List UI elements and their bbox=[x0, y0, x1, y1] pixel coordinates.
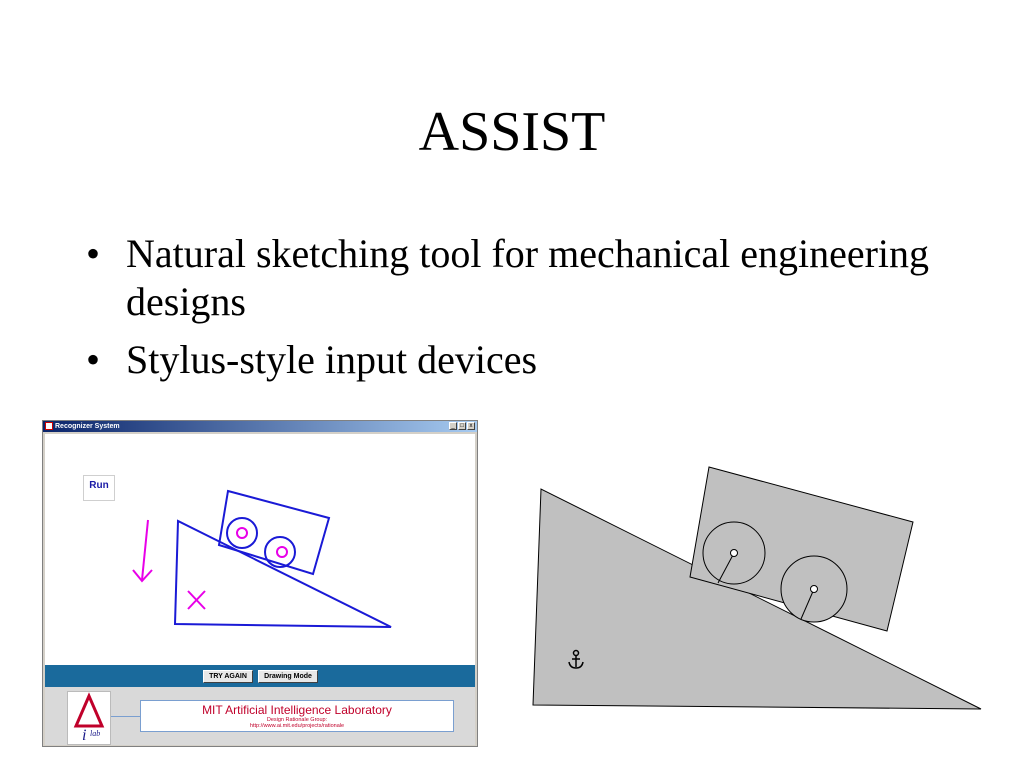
drawing-mode-button[interactable]: Drawing Mode bbox=[258, 670, 318, 683]
ai-lab-logo-graphic bbox=[68, 692, 110, 744]
sketch-wheel bbox=[227, 518, 257, 548]
run-button[interactable]: Run bbox=[83, 475, 115, 501]
app-icon bbox=[45, 422, 53, 430]
sketch-car-body bbox=[219, 491, 329, 574]
down-arrow-icon bbox=[133, 520, 152, 581]
bullet-list bbox=[80, 230, 960, 394]
slide-title: ASSIST bbox=[418, 101, 606, 163]
minimize-button[interactable]: _ bbox=[449, 422, 457, 430]
close-button[interactable]: x bbox=[467, 422, 475, 430]
lab-name: MIT Artificial Intelligence Laboratory bbox=[202, 703, 392, 717]
bullet-item: • Natural sketching tool for mechanical engineering designs bbox=[80, 230, 960, 326]
connector-line bbox=[111, 716, 140, 717]
window-title: Recognizer System bbox=[55, 423, 120, 430]
axle bbox=[731, 550, 738, 557]
try-again-button[interactable]: TRY AGAIN bbox=[203, 670, 253, 683]
axle bbox=[811, 586, 818, 593]
sketch-axle bbox=[237, 528, 247, 538]
bullet-item: • Stylus-style input devices bbox=[80, 336, 960, 384]
svg-text:i: i bbox=[82, 727, 87, 744]
sketch-drawing bbox=[45, 434, 475, 666]
simulation-illustration bbox=[520, 455, 1020, 755]
sketch-wheel bbox=[265, 537, 295, 567]
logo-text: lab bbox=[90, 729, 101, 738]
ai-lab-logo bbox=[67, 691, 111, 745]
lab-url[interactable]: http://www.ai.mit.edu/projects/rationale bbox=[249, 723, 345, 729]
recognizer-window bbox=[42, 420, 478, 747]
sketch-canvas[interactable] bbox=[45, 434, 475, 684]
lab-group: Design Rationale Group: bbox=[266, 717, 328, 723]
window-controls bbox=[449, 422, 475, 430]
window-titlebar[interactable] bbox=[43, 421, 477, 432]
x-mark-icon bbox=[188, 591, 205, 609]
maximize-button[interactable]: □ bbox=[458, 422, 466, 430]
lab-banner bbox=[140, 700, 454, 732]
sketch-axle bbox=[277, 547, 287, 557]
